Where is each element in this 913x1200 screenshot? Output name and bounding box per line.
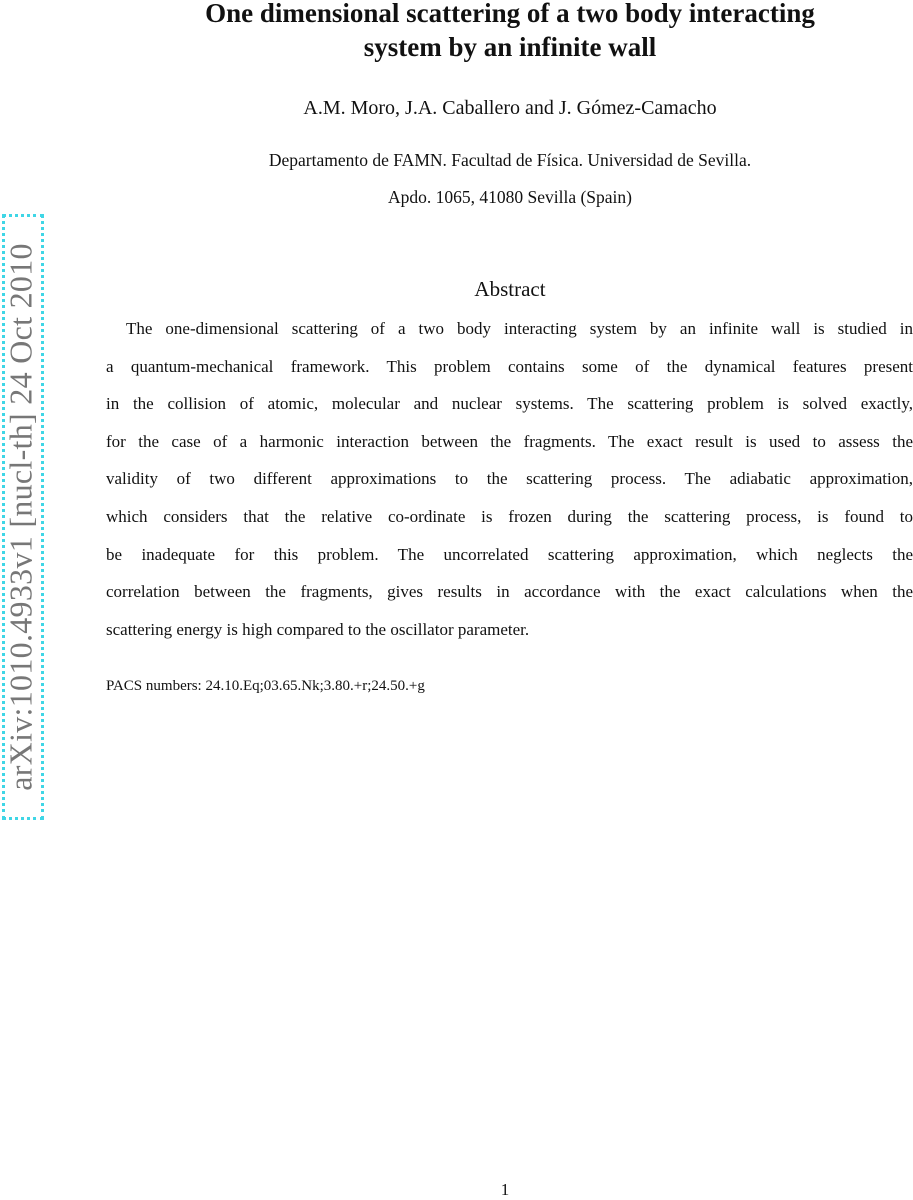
abstract-line: The one-dimensional scattering of a two body interacting system by an infinite wall is studied in xyxy=(126,319,913,338)
title-line: system by an infinite wall xyxy=(363,32,657,62)
abstract-heading: Abstract xyxy=(474,277,546,301)
abstract-line: scattering energy is high compared to the oscillator parameter. xyxy=(106,619,530,639)
abstract-body xyxy=(106,318,913,656)
affiliation-line: Apdo. 1065, 41080 Sevilla (Spain) xyxy=(387,187,632,207)
abstract-line: validity of two different approximations to the scattering process. The adiabatic approximation, xyxy=(106,469,913,489)
abstract-line: be inadequate for this problem. The uncorrelated scattering approximation, which neglects the xyxy=(106,544,913,564)
abstract-line: for the case of a harmonic interaction between the fragments. The exact result is used to assess the xyxy=(106,431,913,451)
arxiv-stamp: arXiv:1010.4933v1 [nucl-th] 24 Oct 2010 xyxy=(2,243,39,791)
pacs-numbers: PACS numbers: 24.10.Eq;03.65.Nk;3.80.+r;24.50.+g xyxy=(106,678,425,694)
affiliation-line: Departamento de FAMN. Facultad de Física. Universidad de Sevilla. xyxy=(268,150,752,170)
abstract-line: which considers that the relative co-ordinate is frozen during the scattering process, is found to xyxy=(106,506,913,526)
title-line: One dimensional scattering of a two body interacting xyxy=(205,0,815,28)
paper-title xyxy=(100,0,913,64)
authors: A.M. Moro, J.A. Caballero and J. Gómez-Camacho xyxy=(303,97,717,119)
abstract-line: a quantum-mechanical framework. This problem contains some of the dynamical features present xyxy=(106,356,913,376)
abstract-line: in the collision of atomic, molecular and nuclear systems. The scattering problem is solved exactly, xyxy=(106,394,913,414)
page-number: 1 xyxy=(500,1180,510,1199)
abstract-line: correlation between the fragments, gives results in accordance with the exact calculations when the xyxy=(106,582,913,602)
